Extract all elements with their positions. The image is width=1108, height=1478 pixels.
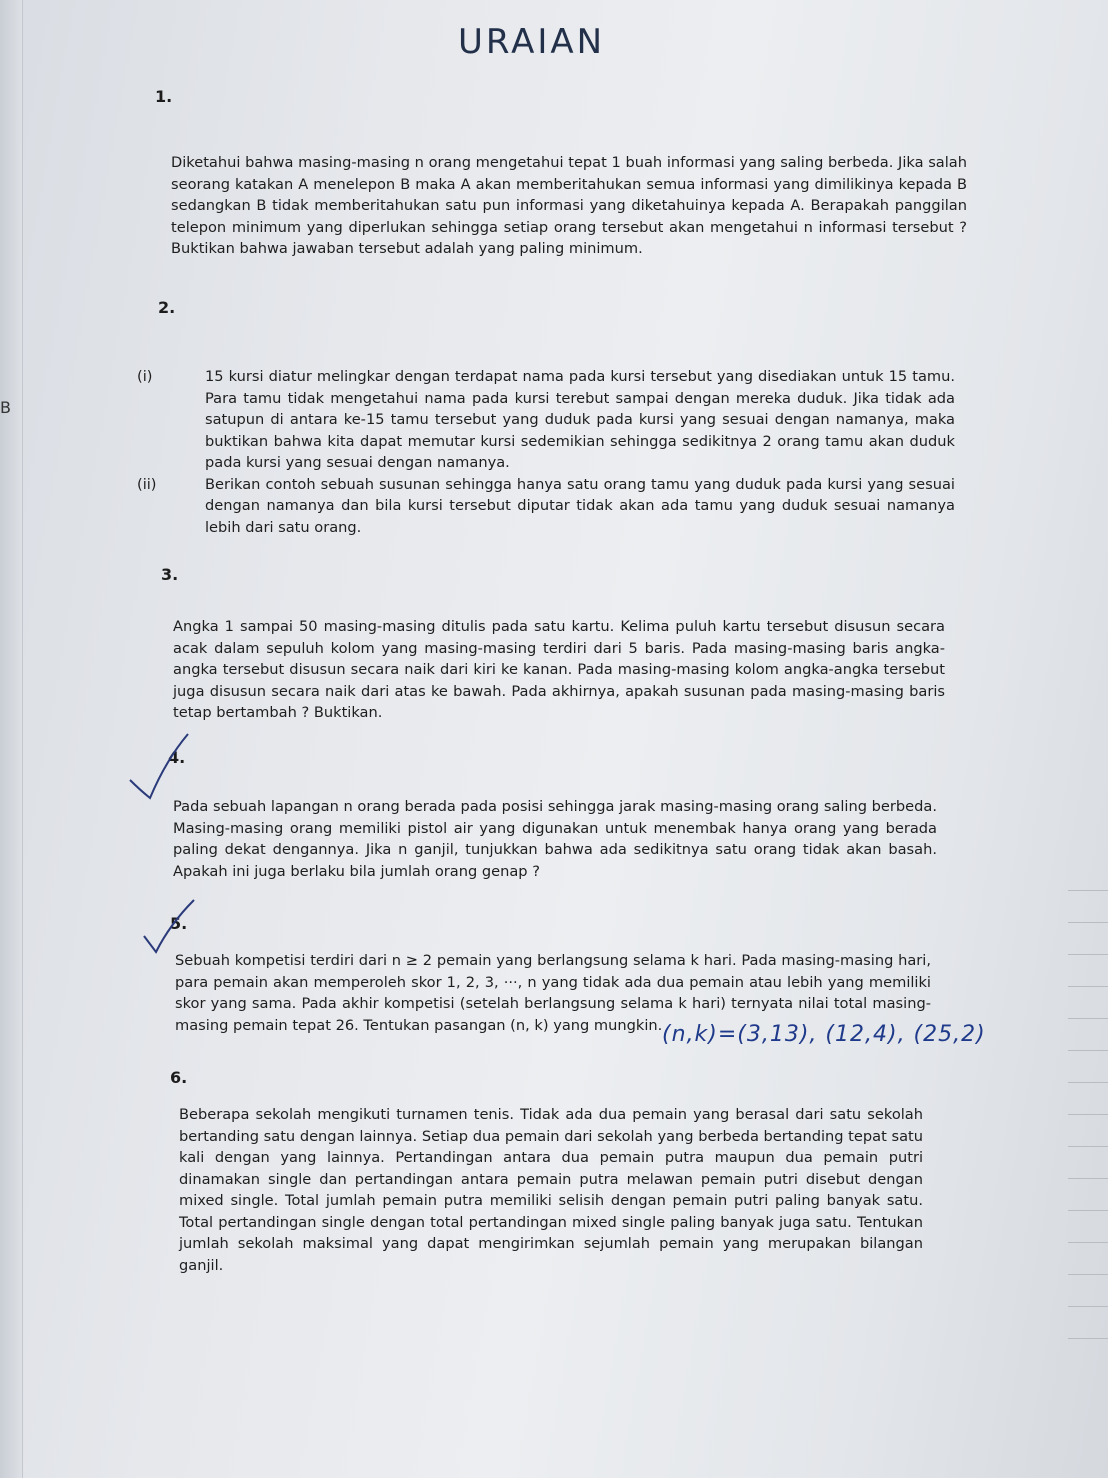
checkmark-icon bbox=[126, 730, 196, 800]
page-title: URAIAN bbox=[458, 22, 606, 62]
part-ii-text: Berikan contoh sebuah susunan sehingga hanya satu orang tamu yang duduk pada kursi yang sesuai dengan namanya dan bila kursi tersebut diputar tidak akan ada tamu yang duduk sesuai namanya lebih dari satu orang. bbox=[205, 475, 955, 536]
question-3-number: 3. bbox=[161, 565, 179, 584]
part-i-label: (i) bbox=[137, 368, 153, 385]
question-2-parts bbox=[137, 366, 955, 538]
question-4-text: Pada sebuah lapangan n orang berada pada posisi sehingga jarak masing-masing orang saling berbeda. Masing-masing orang memiliki pistol air yang digunakan untuk menembak hanya orang yang berada paling dekat dengannya. Jika n ganjil, tunjukkan bahwa ada sedikitnya satu orang tidak akan basah. Apakah ini juga berlaku bila jumlah orang genap ? bbox=[173, 798, 937, 880]
question-3-text: Angka 1 sampai 50 masing-masing ditulis pada satu kartu. Kelima puluh kartu tersebut disusun secara acak dalam sepuluh kolom yang masing-masing terdiri dari 5 baris. Pada masing-masing baris angka-angka tersebut disusun secara naik dari kiri ke kanan. Pada masing-masing kolom angka-angka tersebut juga disusun secara naik dari atas ke bawah. Pada akhirnya, apakah susunan pada masing-masing baris tetap bertambah ? Buktikan. bbox=[173, 618, 945, 721]
margin-letter: B bbox=[0, 398, 11, 417]
question-2-part-i bbox=[137, 366, 955, 474]
question-1-text: Diketahui bahwa masing-masing n orang mengetahui tepat 1 buah informasi yang saling berbeda. Jika salah seorang katakan A menelepon B maka A akan memberitahukan semua informasi yang dimilikinya kepada B sedangkan B tidak memberitahukan satu pun informasi yang diketahuinya kepada A. Berapakah panggilan telepon minimum yang diperlukan sehingga setiap orang tersebut akan mengetahui n informasi tersebut ? Buktikan bahwa jawaban tersebut adalah yang paling minimum. bbox=[171, 154, 967, 257]
question-5-text: Sebuah kompetisi terdiri dari n ≥ 2 pemain yang berlangsung selama k hari. Pada masing-masing hari, para pemain akan memperoleh skor 1, 2, 3, ···, n yang tidak ada dua pemain atau lebih yang memiliki skor yang sama. Pada akhir kompetisi (setelah berlangsung selama k hari) ternyata nilai total masing-masing pemain tepat 26. Tentukan pasangan (n, k) yang mungkin. bbox=[175, 952, 931, 1034]
paper-stack-right-edge bbox=[1063, 870, 1108, 1390]
part-i-text: 15 kursi diatur melingkar dengan terdapat nama pada kursi tersebut yang disediakan untuk 15 tamu. Para tamu tidak mengetahui nama pada kursi terebut sampai dengan mereka duduk. Jika tidak ada satupun di antara ke-15 tamu tersebut yang duduk pada kursi yang sesuai dengan namanya, maka buktikan bahwa kita dapat memutar kursi sedemikian sehingga sedikitnya 2 orang tamu akan duduk pada kursi yang sesuai dengan namanya. bbox=[205, 368, 955, 471]
question-6-number: 6. bbox=[170, 1068, 188, 1087]
question-4-number: 4. bbox=[168, 748, 186, 767]
question-2-number: 2. bbox=[158, 298, 176, 317]
question-2-part-ii bbox=[137, 474, 955, 539]
handwritten-answer: (n,k)=(3,13), (12,4), (25,2) bbox=[662, 1022, 986, 1047]
part-ii-label: (ii) bbox=[137, 475, 157, 493]
paper-stack-edge bbox=[0, 0, 23, 1478]
checkmark-icon bbox=[140, 896, 200, 956]
question-1-number: 1. bbox=[155, 87, 173, 106]
question-6-text: Beberapa sekolah mengikuti turnamen tenis. Tidak ada dua pemain yang berasal dari satu sekolah bertanding satu dengan lainnya. Setiap dua pemain dari sekolah yang berbeda bertanding tepat satu kali dengan yang lainnya. Pertandingan antara dua pemain putra maupun dua pemain putri dinamakan single dan pertandingan antara pemain putra melawan pemain putri disebut dengan mixed single. Total jumlah pemain putra memiliki selisih dengan pemain putri paling banyak satu. Total pertandingan single dengan total pertandingan mixed single paling banyak juga satu. Tentukan jumlah sekolah maksimal yang dapat mengirimkan sejumlah pemain yang merupakan bilangan ganjil. bbox=[179, 1106, 923, 1274]
question-5-number: 5. bbox=[170, 914, 188, 933]
